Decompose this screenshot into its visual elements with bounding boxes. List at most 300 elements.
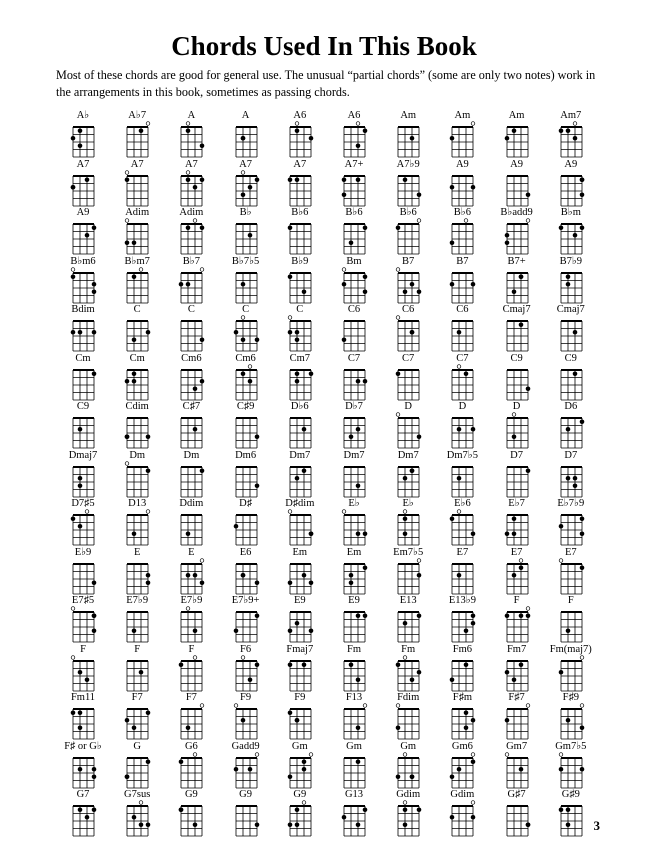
fretboard-diagram (127, 806, 148, 836)
fretboard-diagram (127, 224, 148, 254)
chord-name: E (188, 546, 195, 558)
fretboard-diagram (452, 806, 473, 836)
chord-name: E7 (510, 546, 523, 558)
fretboard-diagram (236, 224, 257, 254)
fretboard-diagram (398, 709, 419, 739)
fretboard-diagram (452, 467, 473, 497)
fretboard-diagram (452, 661, 473, 691)
fretboard-diagram (73, 709, 94, 739)
chord-name: Dm6 (235, 449, 257, 461)
chord-name: Am (400, 110, 417, 121)
chord-name: D (512, 401, 521, 412)
chord-name: A6 (347, 110, 361, 121)
chord-name: Dm (183, 449, 200, 461)
chord-name: Dmaj7 (68, 449, 98, 461)
fretboard-diagram (290, 418, 311, 448)
fretboard-diagram (452, 758, 473, 788)
chord-name: Gm (291, 740, 308, 752)
fretboard-diagram (73, 418, 94, 448)
fretboard-diagram (452, 224, 473, 254)
fretboard-diagram (398, 661, 419, 691)
chord-name: Ddim (179, 498, 204, 509)
fretboard-diagram (398, 418, 419, 448)
chord-name: G9 (184, 789, 198, 800)
fretboard-diagram (290, 612, 311, 642)
fretboard-diagram (181, 661, 202, 691)
fretboard-diagram (507, 661, 528, 691)
fretboard-diagram (73, 224, 94, 254)
fretboard-diagram (344, 321, 365, 351)
chord-name: C (187, 304, 195, 315)
chord-name: C7 (402, 352, 415, 364)
fretboard-diagram (127, 612, 148, 642)
fretboard-diagram (507, 418, 528, 448)
chord-name: Fdim (397, 692, 420, 703)
fretboard-diagram (452, 370, 473, 400)
fretboard-diagram (181, 467, 202, 497)
fretboard-diagram (344, 564, 365, 594)
chord-name: Cm7 (289, 352, 310, 364)
fretboard-diagram (73, 758, 94, 788)
chord-diagram (327, 789, 381, 845)
fretboard-diagram (236, 176, 257, 206)
fretboard-diagram (398, 515, 419, 545)
fretboard-diagram (73, 273, 94, 303)
chord-name: A♭ (76, 110, 90, 121)
fretboard-diagram (290, 273, 311, 303)
chord-name: Am7 (560, 110, 582, 121)
chord-name: F7 (185, 692, 197, 703)
fretboard-diagram (507, 127, 528, 157)
fretboard-diagram (73, 467, 94, 497)
fretboard-diagram (236, 564, 257, 594)
chord-name: E9 (348, 595, 360, 606)
intro-paragraph: Most of these chords are good for general use. The unusual “partial chords” (some are only two notes) work in the arrangements in this book, sometimes as passing chords. (56, 68, 596, 99)
chord-name: A7 (293, 158, 307, 170)
fretboard-diagram (236, 418, 257, 448)
fretboard-diagram (344, 176, 365, 206)
fretboard-diagram (127, 273, 148, 303)
chord-diagram (110, 789, 164, 845)
chord-name: C7 (347, 352, 361, 364)
fretboard-diagram (236, 370, 257, 400)
fretboard-diagram (398, 321, 419, 351)
chord-name: Gm7 (506, 740, 528, 752)
fretboard-diagram (452, 127, 473, 157)
chord-name: Gm (400, 740, 417, 752)
fretboard-diagram (181, 564, 202, 594)
fretboard-diagram (507, 806, 528, 836)
chord-name: C (242, 304, 250, 315)
fretboard-diagram (236, 806, 257, 836)
chord-name: E7♭9+ (231, 595, 260, 606)
fretboard-diagram (236, 467, 257, 497)
fretboard-diagram (452, 515, 473, 545)
chord-name: D6 (564, 401, 578, 412)
fretboard-diagram (507, 224, 528, 254)
fretboard-diagram (344, 370, 365, 400)
fretboard-diagram (236, 273, 257, 303)
fretboard-diagram (344, 467, 365, 497)
chord-name: A9 (564, 158, 578, 170)
fretboard-diagram (452, 321, 473, 351)
chord-name: A (187, 110, 196, 121)
fretboard-diagram (398, 370, 419, 400)
fretboard-diagram (398, 758, 419, 788)
chord-name: E6 (239, 546, 252, 558)
fretboard-diagram (452, 564, 473, 594)
chord-name: E♭ (402, 498, 414, 509)
fretboard-diagram (73, 370, 94, 400)
chord-name: E♭6 (454, 498, 471, 509)
fretboard-diagram (507, 176, 528, 206)
fretboard-diagram (127, 370, 148, 400)
chord-name: A (241, 110, 250, 121)
fretboard-diagram (561, 321, 582, 351)
fretboard-diagram (290, 224, 311, 254)
chord-name: Gm (346, 740, 362, 752)
chord-name: Dm7 (397, 449, 419, 461)
chord-name: A7 (130, 158, 144, 170)
fretboard-diagram (236, 515, 257, 545)
chord-name: Adim (125, 207, 150, 218)
fretboard-diagram (73, 321, 94, 351)
fretboard-diagram (507, 515, 528, 545)
chord-name: B♭6 (453, 207, 471, 218)
chord-name: C6 (347, 304, 361, 315)
chord-name: Fmaj7 (286, 643, 314, 655)
chord-name: Bdim (71, 304, 95, 315)
chord-name: F6 (240, 643, 252, 655)
fretboard-diagram (290, 806, 311, 836)
chord-name: F♯9 (562, 692, 579, 703)
chord-name: Fm (346, 643, 361, 655)
fretboard-diagram (561, 806, 582, 836)
chord-name: G13 (344, 789, 364, 800)
fretboard-diagram (561, 758, 582, 788)
chord-name: F (188, 643, 195, 655)
chord-name: Dm7 (343, 449, 365, 461)
fretboard-diagram (181, 321, 202, 351)
chord-name: E (133, 546, 141, 558)
chord-name: A7 (184, 158, 198, 170)
chord-name: F (134, 643, 141, 655)
fretboard-diagram (181, 612, 202, 642)
fretboard-diagram (507, 612, 528, 642)
fretboard-diagram (398, 467, 419, 497)
chord-name: G7 (76, 789, 90, 800)
fretboard-diagram (452, 418, 473, 448)
fretboard-diagram (73, 661, 94, 691)
chord-name: E7 (456, 546, 469, 558)
chord-name: D♭6 (290, 401, 309, 412)
page-title: Chords Used In This Book (171, 31, 477, 61)
fretboard-diagram (398, 273, 419, 303)
chord-name: A6 (293, 110, 307, 121)
chord-name: D7 (510, 449, 524, 461)
chord-name: F♯m (452, 692, 473, 703)
chord-name: Fm6 (452, 643, 473, 655)
chord-name: B♭6 (399, 207, 417, 218)
fretboard-diagram (561, 224, 582, 254)
chord-name: F♯ or G♭ (64, 740, 102, 752)
fretboard-diagram (398, 612, 419, 642)
chord-name: Em (346, 546, 362, 558)
fretboard-diagram (290, 515, 311, 545)
fretboard-diagram (73, 564, 94, 594)
chord-name: E13 (399, 595, 417, 606)
fretboard-diagram (290, 709, 311, 739)
chord-name: Em (292, 546, 308, 558)
chord-name: E♭7 (508, 498, 525, 509)
fretboard-diagram (290, 758, 311, 788)
fretboard-diagram (290, 370, 311, 400)
chord-name: Dm7♭5 (446, 449, 478, 461)
fretboard-diagram (73, 612, 94, 642)
page-number: 3 (593, 818, 600, 833)
chord-name: A9 (510, 158, 524, 170)
fretboard-diagram (236, 127, 257, 157)
fretboard-diagram (507, 370, 528, 400)
chord-name: F9 (294, 692, 306, 703)
fretboard-diagram (561, 176, 582, 206)
chord-name: Gdim (396, 789, 421, 800)
fretboard-diagram (73, 515, 94, 545)
fretboard-diagram (452, 612, 473, 642)
chord-name: E7 (564, 546, 577, 558)
fretboard-diagram (344, 224, 365, 254)
chord-name: F (513, 595, 520, 606)
fretboard-diagram (181, 127, 202, 157)
chord-name: C6 (456, 304, 469, 315)
chord-diagram (381, 789, 435, 845)
fretboard-diagram (452, 176, 473, 206)
fretboard-diagram (181, 709, 202, 739)
chord-name: Gdim (450, 789, 475, 800)
fretboard-diagram (398, 224, 419, 254)
fretboard-diagram (127, 467, 148, 497)
chord-name: F9 (240, 692, 252, 703)
chord-name: B♭m7 (124, 255, 150, 267)
fretboard-diagram (507, 564, 528, 594)
fretboard-diagram (181, 370, 202, 400)
fretboard-diagram (181, 758, 202, 788)
fretboard-diagram (127, 127, 148, 157)
chord-name: Fm(maj7) (549, 643, 592, 655)
fretboard-diagram (127, 709, 148, 739)
chord-name: F7 (131, 692, 143, 703)
chord-name: C6 (402, 304, 415, 315)
chord-name: Am (508, 110, 525, 121)
fretboard-diagram (290, 467, 311, 497)
chord-name: E13♭9 (448, 595, 476, 606)
chord-name: E7♭9 (126, 595, 149, 606)
fretboard-diagram (452, 709, 473, 739)
chord-name: C9 (510, 352, 523, 364)
chord-name: D13 (128, 498, 147, 509)
fretboard-diagram (236, 709, 257, 739)
fretboard-diagram (507, 758, 528, 788)
chord-diagram (435, 789, 489, 845)
chord-name: G9 (293, 789, 307, 800)
chord-diagram (164, 789, 218, 845)
chord-name: C (133, 304, 141, 315)
fretboard-diagram (236, 661, 257, 691)
chord-name: B7♭9 (559, 255, 583, 267)
chord-name: B♭add9 (500, 207, 533, 218)
fretboard-diagram (344, 709, 365, 739)
fretboard-diagram (398, 127, 419, 157)
chord-name: F♯7 (508, 692, 525, 703)
chord-name: Dm7 (289, 449, 311, 461)
chord-name: Gm7♭5 (555, 740, 587, 752)
chord-name: Dm (129, 449, 146, 461)
chord-name: E♭7♭9 (557, 498, 585, 509)
chord-name: G9 (239, 789, 253, 800)
fretboard-diagram (507, 273, 528, 303)
fretboard-diagram (181, 806, 202, 836)
chord-name: Gadd9 (231, 740, 260, 752)
chord-name: D7♯5 (71, 498, 95, 509)
chord-name: A7 (239, 158, 253, 170)
chord-name: F (567, 595, 574, 606)
chord-name: B♭7♭5 (231, 255, 260, 267)
chord-name: F (80, 643, 86, 655)
chord-name: B♭m6 (70, 255, 96, 267)
fretboard-diagram (127, 564, 148, 594)
chord-name: D♯ (239, 498, 253, 509)
chord-name: B♭6 (291, 207, 309, 218)
fretboard-diagram (73, 127, 94, 157)
fretboard-diagram (344, 612, 365, 642)
fretboard-diagram (344, 758, 365, 788)
chord-name: G7sus (124, 789, 151, 800)
fretboard-diagram (561, 370, 582, 400)
chord-name: Adim (179, 207, 204, 218)
chord-name: Cmaj7 (556, 304, 585, 315)
fretboard-diagram (344, 127, 365, 157)
chord-name: C7 (456, 352, 469, 364)
chord-name: E7♭9 (180, 595, 203, 606)
fretboard-diagram (561, 418, 582, 448)
fretboard-diagram (398, 564, 419, 594)
fretboard-diagram (127, 515, 148, 545)
chord-name: F13 (345, 692, 363, 703)
chord-name: Cm6 (181, 352, 202, 364)
chord-name: B7 (456, 255, 469, 267)
chord-diagram (56, 789, 110, 845)
chord-name: Cm (75, 352, 91, 364)
chord-name: Em7♭5 (393, 546, 424, 558)
fretboard-diagram (290, 321, 311, 351)
chord-name: D7 (564, 449, 578, 461)
chord-name: G (133, 740, 141, 752)
chord-name: G♯7 (507, 789, 526, 800)
chord-name: E7♯5 (71, 595, 95, 606)
chord-name: Cmaj7 (502, 304, 531, 315)
fretboard-diagram (181, 224, 202, 254)
chord-name: D (458, 401, 467, 412)
chord-name: A7♭9 (396, 158, 420, 170)
chord-name: Fm11 (70, 692, 96, 703)
chord-name: D♯dim (285, 498, 315, 509)
fretboard-diagram (452, 273, 473, 303)
fretboard-diagram (561, 564, 582, 594)
fretboard-diagram (507, 467, 528, 497)
fretboard-diagram (507, 321, 528, 351)
fretboard-diagram (127, 176, 148, 206)
chord-diagram (544, 789, 598, 845)
chord-name: D (404, 401, 412, 412)
chord-name: Bm (346, 255, 362, 267)
chord-name: Fm7 (506, 643, 527, 655)
fretboard-diagram (398, 176, 419, 206)
fretboard-diagram (181, 418, 202, 448)
chord-name: B♭9 (291, 255, 309, 267)
fretboard-diagram (507, 709, 528, 739)
chord-name: B♭6 (345, 207, 363, 218)
fretboard-diagram (561, 661, 582, 691)
chord-name: E9 (293, 595, 306, 606)
fretboard-diagram (127, 758, 148, 788)
fretboard-diagram (181, 273, 202, 303)
chord-name: B7 (402, 255, 415, 267)
fretboard-diagram (236, 612, 257, 642)
chord-name: C♯9 (236, 401, 255, 412)
chord-name: A7 (76, 158, 90, 170)
chord-name: E♭ (348, 498, 360, 509)
chord-name: A7+ (344, 158, 364, 170)
fretboard-diagram (73, 806, 94, 836)
fretboard-diagram (344, 806, 365, 836)
fretboard-diagram (127, 418, 148, 448)
fretboard-diagram (561, 127, 582, 157)
fretboard-diagram (290, 661, 311, 691)
chord-name: C9 (564, 352, 577, 364)
fretboard-diagram (290, 564, 311, 594)
chord-name: G♯9 (561, 789, 580, 800)
chord-name: Cdim (125, 401, 149, 412)
fretboard-diagram (344, 418, 365, 448)
chord-name: A9 (455, 158, 469, 170)
chord-name: B♭m (560, 207, 581, 218)
fretboard-diagram (344, 273, 365, 303)
chord-name: A♭7 (128, 110, 147, 121)
chord-name: D♭7 (345, 401, 363, 412)
chord-name: B7+ (507, 255, 526, 267)
chord-diagram (219, 789, 273, 845)
fretboard-diagram (561, 467, 582, 497)
fretboard-diagram (181, 176, 202, 206)
chord-name: Cm (129, 352, 145, 364)
fretboard-diagram (127, 321, 148, 351)
chord-name: C9 (76, 401, 90, 412)
fretboard-diagram (561, 515, 582, 545)
fretboard-diagram (127, 661, 148, 691)
chord-name: B♭7 (182, 255, 200, 267)
fretboard-diagram (561, 273, 582, 303)
fretboard-diagram (344, 515, 365, 545)
chord-name: E♭9 (74, 546, 92, 558)
fretboard-diagram (561, 612, 582, 642)
chord-name: Fm (401, 643, 416, 655)
chord-name: Am (454, 110, 471, 121)
fretboard-diagram (290, 127, 311, 157)
chord-name: Cm6 (235, 352, 256, 364)
fretboard-diagram (73, 176, 94, 206)
chord-diagram (273, 789, 327, 845)
fretboard-diagram (561, 709, 582, 739)
